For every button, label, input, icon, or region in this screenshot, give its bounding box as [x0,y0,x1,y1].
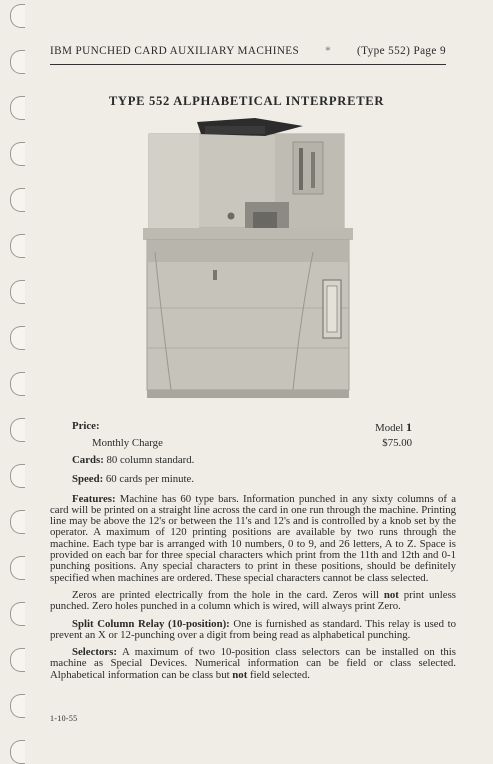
machine-side-window-inner [327,286,337,332]
binder-ring [10,50,25,74]
binder-ring [10,464,25,488]
model-number: 1 [406,420,412,434]
machine-left-panel [149,134,199,228]
machine-card-stacker [253,212,277,228]
price-label: Price: [72,420,100,432]
binder-ring [10,280,25,304]
monthly-charge-amount: $75.00 [382,437,412,449]
footer-date: 1-10-55 [50,714,78,723]
cards-value: 80 column standard. [103,454,195,466]
binder-ring [10,510,25,534]
zeros-text-1: Zeros are printed electrically from the hole in the card. Zeros will [72,588,384,601]
selectors-paragraph [50,647,456,681]
selectors-text-1: A maximum of two 10-position class selectors can be installed on this machine as Special Devices. Numerical information can be field or class selected. Alphabetical information can be class but [50,646,456,681]
machine-card-hopper [205,126,265,134]
binder-ring [10,4,25,28]
binder-ring [10,326,25,350]
split-column-label: Split Column Relay (10-position): [72,617,230,630]
header-separator: * [325,45,332,57]
zeros-emphasis: not [383,588,399,601]
machine-feed-slot [311,152,315,188]
binder-ring [10,142,25,166]
binder-ring [10,418,25,442]
binder-rings [4,0,30,762]
cards-spec [50,455,456,466]
split-column-text: One is furnished as standard. This relay is used to prevent an X or 12-punching over a digit from being read as alphabetical punching. [50,617,456,641]
features-text: Machine has 60 type bars. Information punched in any sixty columns of a card will be printed on a straight line across the card in one run through the machine. Printing line may be above the 12's or between the 11's and 12's and is controlled by a knob set by the operator. A maximum of 120 printing positions are available by two runs through the machine. Each type bar is arranged with 10 numbers, 0 to 9, and 26 letters, A to Z. Space is provided on each bar for three special characters which print from the 11th and 12th and 0-1 punching positions. Any special characters to print in these positions, should be definitely specified when machines are ordered. These special characters cannot be class selected. [50,492,456,584]
header-left: IBM PUNCHED CARD AUXILIARY MACHINES [50,45,300,57]
page-header [50,45,446,57]
binder-ring [10,602,25,626]
monthly-charge-label: Monthly Charge [92,437,163,449]
machine-base [147,390,349,398]
binder-ring [10,234,25,258]
binder-ring [10,740,25,764]
binder-ring [10,188,25,212]
speed-label: Speed: [72,473,104,486]
binder-ring [10,372,25,396]
split-column-paragraph [50,619,456,642]
header-rule [50,64,446,65]
machine-knob [228,213,235,220]
zeros-text-2: print unless punched. Zero holes punched in a column which is wired, will always print Zero. [50,588,456,613]
machine-door-handle [213,270,217,280]
machine-cabinet [147,240,349,390]
binder-ring [10,556,25,580]
header-right: (Type 552) Page 9 [357,45,446,57]
machine-photo [125,112,387,410]
selectors-emphasis: not [232,668,248,681]
features-label: Features: [72,492,116,505]
body-text [50,455,456,687]
selectors-label: Selectors: [72,646,117,659]
machine-feed-unit [293,142,323,194]
page-title: TYPE 552 ALPHABETICAL INTERPRETER [108,94,385,108]
model-label: Model [375,422,404,434]
machine-feed-slot [299,148,303,190]
binder-ring [10,648,25,672]
machine-ledge [143,228,353,240]
model-heading [375,420,412,435]
speed-spec [50,474,456,485]
binder-ring [10,694,25,718]
cards-label: Cards: [72,454,104,466]
zeros-paragraph [50,590,456,613]
selectors-text-2: field selected. [247,668,310,681]
machine-cabinet-shadow [147,240,349,262]
features-paragraph [50,494,456,584]
speed-value: 60 cards per minute. [103,473,195,486]
